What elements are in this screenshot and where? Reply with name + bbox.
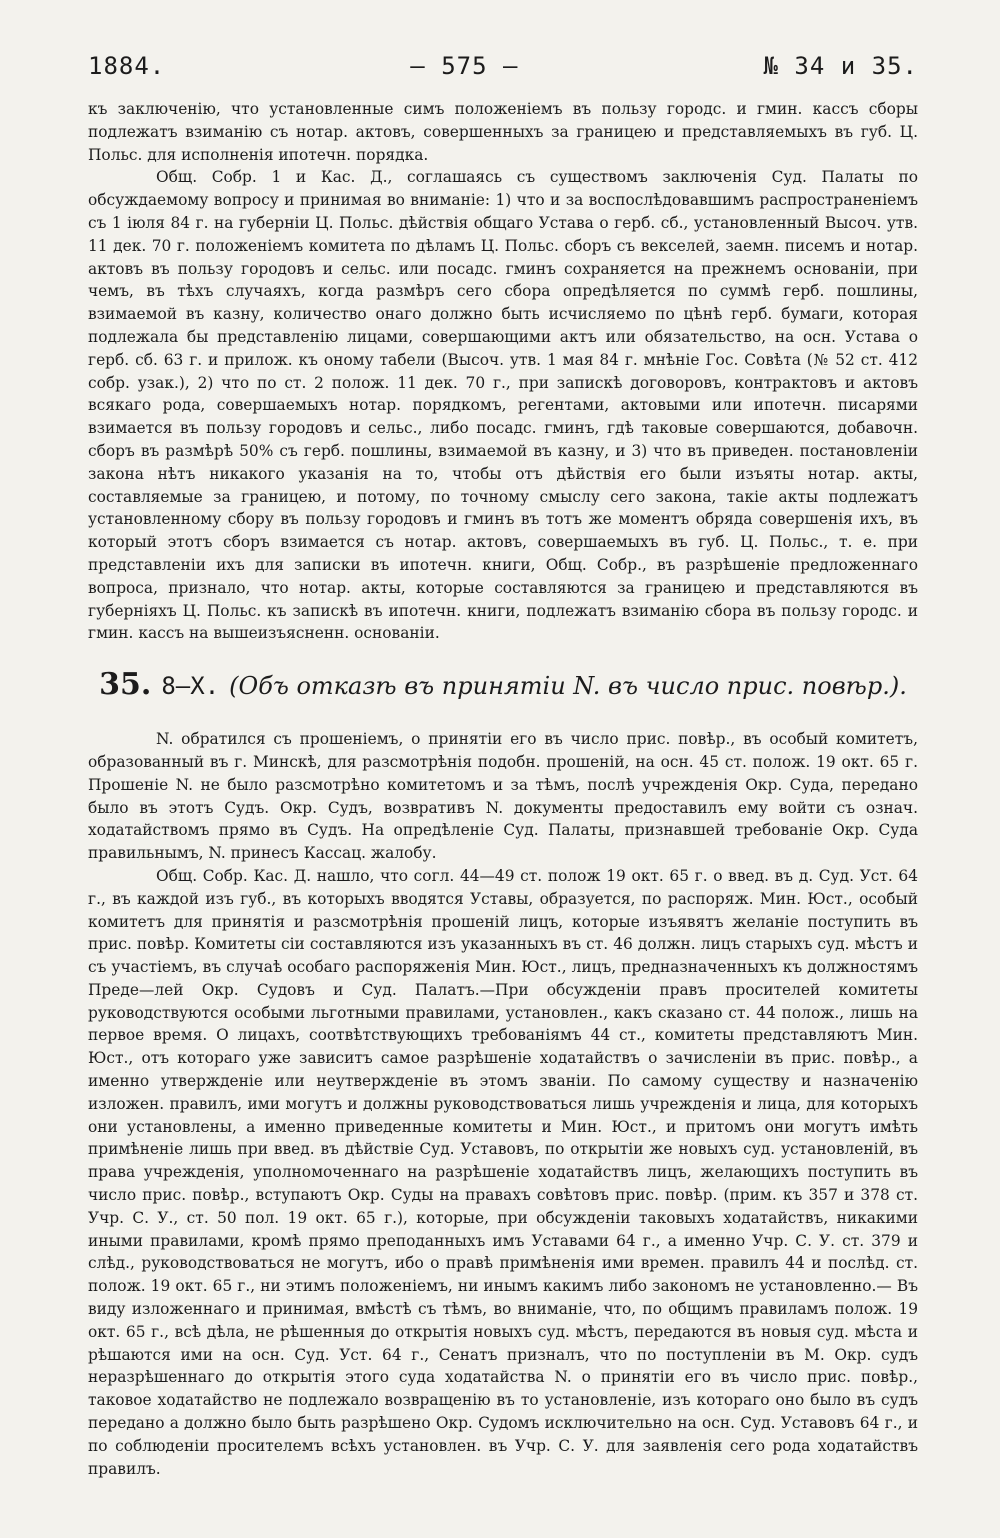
paragraph-general-assembly-decision: Общ. Собр. 1 и Кас. Д., соглашаясь съ существомъ заключенія Суд. Палаты по обсуждаемому вопросу и принимая во вниманіе: 1) что и за воспослѣдовавшимъ распространеніемъ съ 1 іюля 84 г. на губерніи Ц. Польс. дѣйствія общаго Устава о герб. сб., установленный Высоч. утв. 11 дек. 70 г. положеніемъ комитета по дѣламъ Ц. Польс. сборъ съ векселей, заемн. писемъ и нотар. актовъ въ пользу городовъ и сельс. или посадс. гминъ сохраняется на прежнемъ основаніи, при чемъ, въ тѣхъ случаяхъ, когда размѣръ сего сбора опредѣляется по суммѣ герб. пошлины, взимаемой въ казну, количество онаго должно быть исчисляемо по цѣнѣ герб. бумаги, которая подлежала бы представленію лицами, совершающими актъ или обязательство, на осн. Устава о герб. сб. 63 г. и прилож. къ оному табели (Высоч. утв. 1 мая 84 г. мнѣніе Гос. Совѣта (№ 52 ст. 412 собр. узак.), 2) что по ст. 2 полож. 11 дек. 70 г., при запискѣ договоровъ, контрактовъ и актовъ всякаго рода, совершаемыхъ нотар. порядкомъ, регентами, актовыми или ипотечн. писарями взимается въ пользу городовъ и сельс., либо посадс. гминъ, гдѣ таковые совершаются, добавочн. сборъ въ размѣрѣ 50% съ герб. пошлины, взимаемой въ казну, и 3) что въ приведен. постановленіи закона нѣтъ никакого указанія на то, чтобы отъ дѣйствія его были изъяты нотар. акты, составляемые за границею, и потому, по точному смыслу сего закона, такіе акты подлежатъ установленному сбору въ пользу городовъ и гминъ въ тотъ же моментъ обряда совершенія ихъ, въ который этотъ сборъ взимается съ нотар. актовъ, совершаемыхъ въ губ. Ц. Польс., т. е. при представленіи ихъ для записки въ ипотечн. книги, Общ. Собр., въ разрѣшеніе предложеннаго вопроса, признало, что нотар. акты, которые составляются за границею и представляются въ губерніяхъ Ц. Польс. къ запискѣ въ ипотечн. книги, подлежатъ взиманію сбора въ пользу городс. и гмин. кассъ на вышеизъясненн. основаніи. bbox=[88, 168, 918, 643]
section-number: 35. bbox=[99, 667, 152, 703]
running-head bbox=[88, 52, 918, 80]
header-year: 1884. bbox=[88, 52, 166, 80]
header-issue-number: № 34 и 35. bbox=[763, 52, 918, 80]
header-page-number: — 575 — bbox=[410, 52, 519, 80]
paragraph-senate-ruling: Общ. Собр. Кас. Д. нашло, что согл. 44—49 ст. полож 19 окт. 65 г. о введ. въ д. Суд. Уст. 64 г., въ каждой изъ губ., въ которыхъ вводятся Уставы, образуется, по распоряж. Мин. Юст., особый комитетъ для принятія и разсмотрѣнія прошеній лицъ, которые изъявятъ желаніе поступить въ прис. повѣр. Комитеты сіи составляются изъ указанныхъ въ ст. 46 должн. лицъ старыхъ суд. мѣстъ и съ участіемъ, въ случаѣ особаго распоряженія Мин. Юст., лицъ, предназначенныхъ къ должностямъ Преде—лей Окр. Судовъ и Суд. Палатъ.—При обсужденіи правъ просителей комитеты руководствуются особыми льготными правилами, установлен., какъ сказано ст. 44 полож., лишь на первое время. О лицахъ, соотвѣтствующихъ требованіямъ 44 ст., комитеты представляютъ Мин. Юст., отъ котораго уже зависитъ самое разрѣшеніе ходатайствъ о зачисленіи въ прис. повѣр., а именно утвержденіе или неутвержденіе въ этомъ званіи. По самому существу и назначенію изложен. правилъ, ими могутъ и должны руководствоваться лишь учрежденія и лица, для которыхъ они установлены, а именно приведенные комитеты и Мин. Юст., и притомъ они могутъ имѣть примѣненіе лишь при введ. въ дѣйствіе Суд. Уставовъ, по открытіи же новыхъ суд. установленій, въ права учрежденія, уполномоченнаго на разрѣшеніе ходатайствъ лицъ, желающихъ поступить въ число прис. повѣр., вступаютъ Окр. Суды на правахъ совѣтовъ прис. повѣр. (прим. къ 357 и 378 ст. Учр. С. У., ст. 50 пол. 19 окт. 65 г.), которые, при обсужденіи таковыхъ ходатайствъ, никакими иными правилами, кромѣ прямо преподанныхъ имъ Уставами 64 г., а именно Учр. С. У. ст. 379 и слѣд., руководствоваться не могутъ, ибо о правѣ примѣненія ими времен. правилъ 44 и послѣд. ст. полож. 19 окт. 65 г., ни этимъ положеніемъ, ни инымъ какимъ либо закономъ не установленно.— Въ виду изложеннаго и принимая, вмѣстѣ съ тѣмъ, во вниманіе, что, по общимъ правиламъ полож. 19 окт. 65 г., всѣ дѣла, не рѣшенныя до открытія новыхъ суд. мѣстъ, передаются въ новыя суд. мѣста и рѣшаются ими на осн. Суд. Уст. 64 г., Сенатъ призналъ, что по поступленіи въ М. Окр. судъ неразрѣшеннаго до открытія этого суда ходатайства N. о принятіи его въ число прис. повѣр., таковое ходатайство не подлежало возвращенію въ то установленіе, изъ котораго оно было въ судъ передано а должно было быть разрѣшено Окр. Судомъ исключительно на осн. Суд. Уставовъ 64 г., и по соблюденіи просителемъ всѣхъ установлен. въ Учр. С. У. для заявленія сего рода ходатайствъ правилъ. bbox=[88, 866, 918, 1478]
section-date: 8—X. bbox=[161, 672, 220, 701]
section-title: (Объ отказѣ въ принятіи N. въ число прис. повѣр.). bbox=[229, 672, 907, 701]
section-heading bbox=[88, 667, 918, 702]
paragraph-case-facts: N. обратился съ прошеніемъ, о принятіи его въ число прис. повѣр., въ особый комитетъ, образованный въ г. Минскѣ, для разсмотрѣнія подобн. прошеній, на осн. 45 ст. полож. 19 окт. 65 г. Прошеніе N. не было разсмотрѣно комитетомъ и за тѣмъ, послѣ учрежденія Окр. Суда, передано было въ этотъ Судъ. Окр. Судъ, возвративъ N. документы предоставилъ ему войти съ означ. ходатайствомъ прямо въ Судъ. На опредѣленіе Суд. Палаты, признавшей требованіе Окр. Суда правильнымъ, N. принесъ Кассац. жалобу. bbox=[88, 730, 918, 863]
paragraph-continuation: къ заключенію, что установленные симъ положеніемъ въ пользу городс. и гмин. кассъ сборы подлежатъ взиманію съ нотар. актовъ, совершенныхъ за границею и представляемыхъ въ губ. Ц. Польс. для исполненія ипотечн. порядка. bbox=[88, 100, 918, 164]
